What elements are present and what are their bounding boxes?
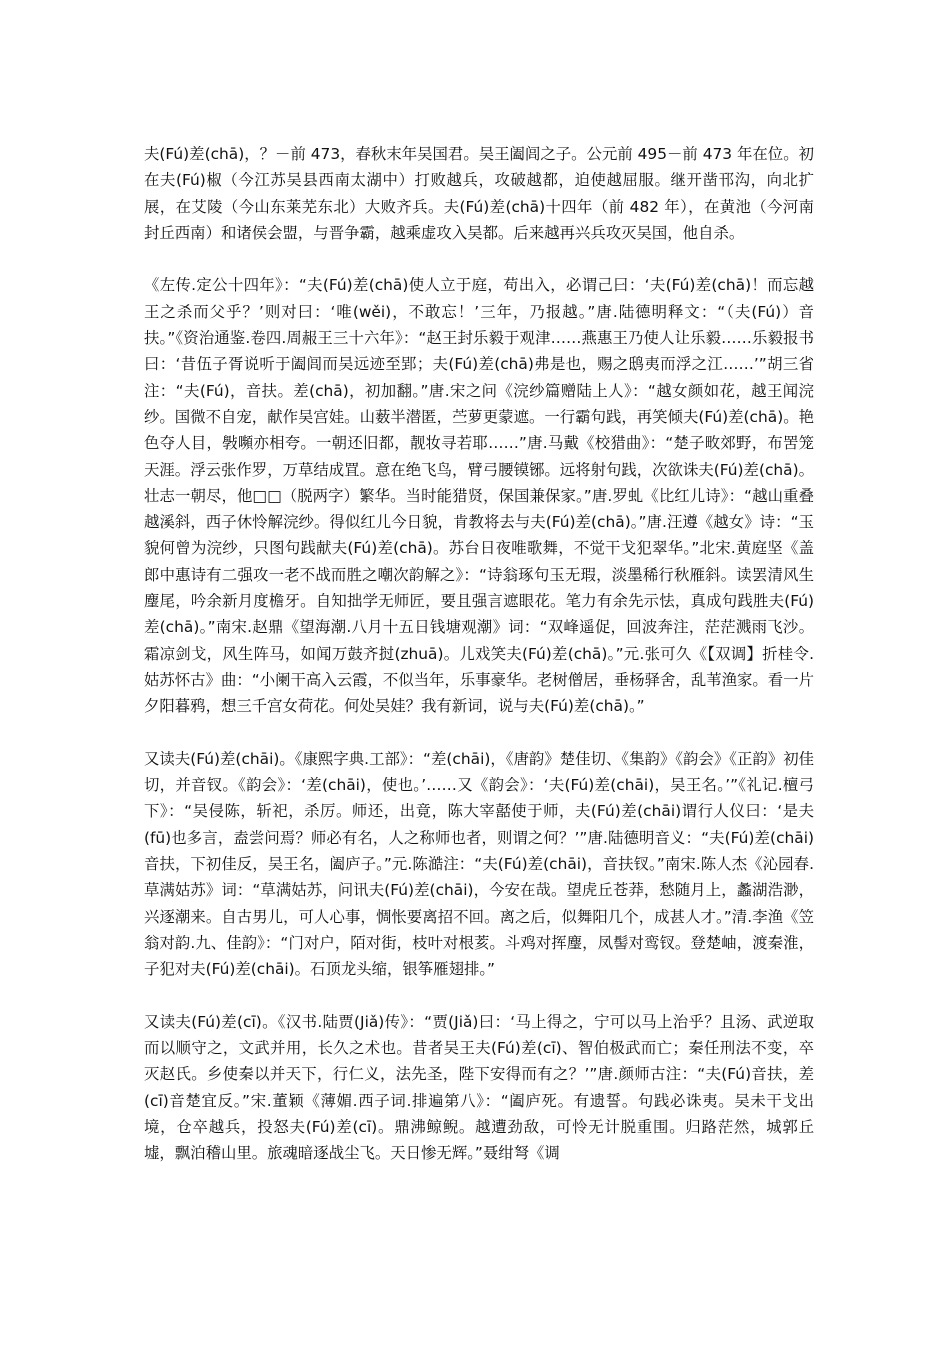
paragraph-ci-reading-citations: 又读夫(Fú)差(cī)。《汉书.陆贾(Jiǎ)传》：“贾(Jiǎ)曰：‘马上得之，宁可以马上治乎？且汤、武逆取而以顺守之，文武并用，长久之术也。昔者吴王夫(Fú)差(cī)、智伯极武而亡；秦任刑法不变，卒灭赵氏。乡使秦以并天下，行仁义，法先圣，陛下安得而有之？’”唐.颜师古注：“夫(Fú)音扶，差(cī)音楚宜反。”宋.董颖《薄媚.西子词.排遍第八》：“阖庐死。有遗誓。句践必诛夷。吴未干戈出境，仓卒越兵，投怒夫(Fú)差(cī)。鼎沸鲸鲵。越遭劲敌，可怜无计脱重围。归路茫然，城郭丘墟，飘泊稽山里。旅魂暗逐战尘飞。天日惨无辉。”聂绀弩《调 (144, 1012, 814, 1163)
paragraph-chai-reading-citations: 又读夫(Fú)差(chāi)。《康熙字典.工部》：“差(chāi)，《唐韵》楚佳切、《集韵》《韵会》《正韵》初佳切，并音钗。《韵会》：‘差(chāi)，使也。’……又《韵会》：‘夫(Fú)差(chāi)，吴王名。’”《礼记.檀弓下》：“吴侵陈，斩祀，杀厉。师还，出竟，陈大宰嚭使于师，夫(Fú)差(chāi)谓行人仪曰：‘是夫(fū)也多言，盍尝问焉？师必有名，人之称师也者，则谓之何？’”唐.陆德明音义：“夫(Fú)差(chāi)音扶，下初佳反，吴王名，阖庐子。”元.陈澔注：“夫(Fú)差(chāi)，音扶钗。”南宋.陈人杰《沁园春.草满姑苏》词：“草满姑苏，问讯夫(Fú)差(chāi)，今安在哉。望虎丘苍莽，愁随月上，蠡湖浩渺，兴逐潮来。自古男儿，可人心事，惆怅要离招不回。离之后，似舞阳几个，成甚人才。”清.李渔《笠翁对韵.九、佳韵》：“门对户，陌对街，枝叶对根荄。斗鸡对挥麈，凤髻对鸾钗。登楚岫，渡秦淮，子犯对夫(Fú)差(chāi)。石顶龙头缩，银筝雁翅排。” (144, 749, 814, 979)
paragraph-fuchai-biography: 夫(Fú)差(chā)，？－前 473，春秋末年吴国君。吴王阖闾之子。公元前 495－前 473 年在位。初在夫(Fú)椒（今江苏吴县西南太湖中）打败越兵，攻破越都，迫使越屈服。继开凿邗沟，向北扩展，在艾陵（今山东莱芜东北）大败齐兵。夫(Fú)差(chā)十四年（前 482 年），在黄池（今河南封丘西南）和诸侯会盟，与晋争霸，越乘虚攻入吴都。后来越再兴兵攻灭吴国，他自杀。 (144, 145, 814, 242)
paragraph-cha-reading-citations: 《左传.定公十四年》：“夫(Fú)差(chā)使人立于庭，苟出入，必谓己曰：‘夫(Fú)差(chā)！而忘越王之杀而父乎？’则对曰：‘唯(wěi)，不敢忘！’三年，乃报越。”唐.陆德明释文：“（夫(Fú)）音扶。”《资治通鉴.卷四.周赧王三十六年》：“赵王封乐毅于观津……燕惠王乃使人让乐毅……乐毅报书曰：‘昔伍子胥说听于阖闾而吴远迹至郢；夫(Fú)差(chā)弗是也，赐之鸱夷而浮之江……’”胡三省注：“夫(Fú)，音扶。差(chā)，初加翻。”唐.宋之问《浣纱篇赠陆上人》：“越女颜如花，越王闻浣纱。国微不自宠，献作吴宫娃。山薮半潜匿，苎萝更蒙遮。一行霸句践，再笑倾夫(Fú)差(chā)。艳色夺人目，斅嚬亦相夸。一朝还旧都，靓妆寻若耶……”唐.马戴《校猎曲》：“楚子畋郊野，布罟笼天涯。浮云张作罗，万草结成罝。意在绝飞鸟，臂弓腰镆铘。远将射句践，次欲诛夫(Fú)差(chā)。壮志一朝尽，他□□（脱两字）繁华。当时能猎贤，保国兼保家。”唐.罗虬《比红儿诗》：“越山重叠越溪斜，西子休怜解浣纱。得似红儿今日貌，肯教将去与夫(Fú)差(chā)。”唐.汪遵《越女》诗：“玉貌何曾为浣纱，只图句践献夫(Fú)差(chā)。苏台日夜唯歌舞，不觉干戈犯翠华。”北宋.黄庭坚《盖郎中惠诗有二强攻一老不战而胜之嘲次韵解之》：“诗翁琢句玉无瑕，淡墨稀行秋雁斜。读罢清风生麈尾，吟余新月度檐牙。自知拙学无师匠，要且强言遮眼花。笔力有余先示怯，真成句践胜夫(Fú)差(chā)。”南宋.赵鼎《望海潮.八月十五日钱塘观潮》词：“双峰遥促，回波奔注，茫茫溅雨飞沙。霜凉剑戈，风生阵马，如闻万鼓齐挝(zhuā)。儿戏笑夫(Fú)差(chā)。”元.张可久《【双调】折桂令.姑苏怀古》曲：“小阑干高入云霞，不似当年，乐事豪华。老树僧居，垂杨驿舍，乱苇渔家。看一片夕阳暮鸦，想三千宫女荷花。何处吴娃？我有新词，说与夫(Fú)差(chā)。” (144, 276, 814, 716)
document-body (144, 141, 814, 1193)
